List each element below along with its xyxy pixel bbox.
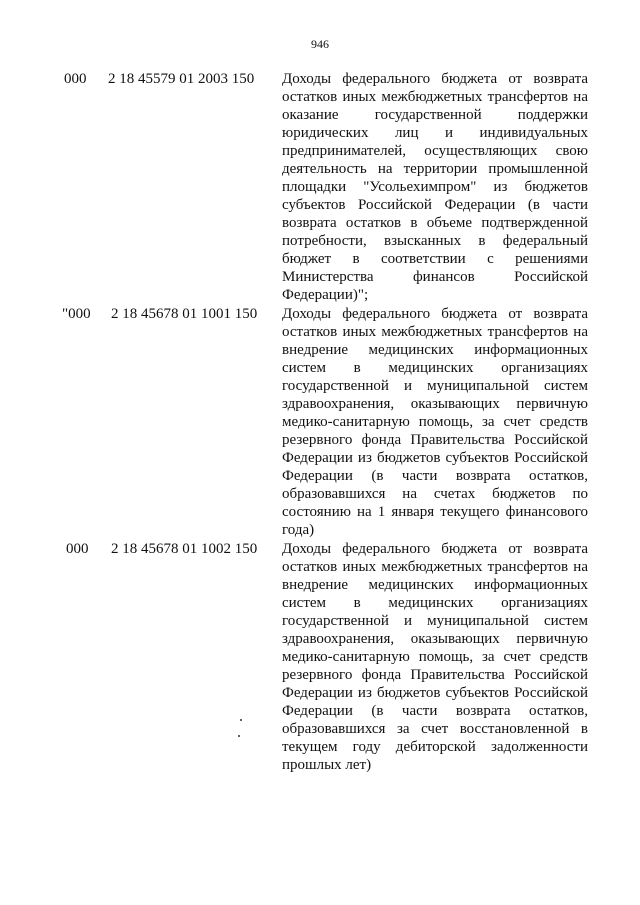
entry-budget-code: 2 18 45678 01 1002 150 bbox=[111, 541, 258, 557]
entry-description: Доходы федерального бюджета от возврата остатков иных межбюджетных трансфертов на внедрение медицинских информационных систем в медицинских организациях государственной и муниципальной систем здравоохранения, оказывающих первичную медико-санитарную помощь, за счет средств резервного фонда Правительства Российской Федерации из бюджетов субъектов Российской Федерации (в части возврата остатков, образовавшихся на счетах бюджетов по состоянию на 1 января текущего финансового года) bbox=[282, 306, 588, 538]
budget-code-list bbox=[0, 70, 640, 774]
entry-admin-code: 000 bbox=[64, 71, 87, 87]
scan-speck bbox=[238, 735, 240, 737]
entry-description: Доходы федерального бюджета от возврата остатков иных межбюджетных трансфертов на оказание государственной поддержки юридических лиц и индивидуальных предпринимателей, осуществляющих свою деятельность на территории промышленной площадки "Усольехимпром" из бюджетов субъектов Российской Федерации (в части возврата остатков в объеме подтвержденной потребности, взысканных в федеральный бюджет в соответствии с решениями Министерства финансов Российской Федерации)"; bbox=[282, 71, 588, 303]
scan-speck bbox=[240, 719, 242, 721]
budget-entry bbox=[0, 70, 640, 304]
entry-budget-code: 2 18 45579 01 2003 150 bbox=[108, 71, 255, 87]
entry-budget-code: 2 18 45678 01 1001 150 bbox=[111, 306, 258, 322]
budget-entry bbox=[0, 305, 640, 539]
budget-entry bbox=[0, 540, 640, 774]
page-number: 946 bbox=[311, 37, 329, 51]
entry-admin-code: 000 bbox=[66, 541, 89, 557]
entry-admin-code: "000 bbox=[62, 306, 91, 322]
entry-description: Доходы федерального бюджета от возврата остатков иных межбюджетных трансфертов на внедрение медицинских информационных систем в медицинских организациях государственной и муниципальной систем здравоохранения, оказывающих первичную медико-санитарную помощь, за счет средств резервного фонда Правительства Российской Федерации из бюджетов субъектов Российской Федерации (в части возврата остатков, образовавшихся за счет восстановленной в текущем году дебиторской задолженности прошлых лет) bbox=[282, 541, 588, 773]
